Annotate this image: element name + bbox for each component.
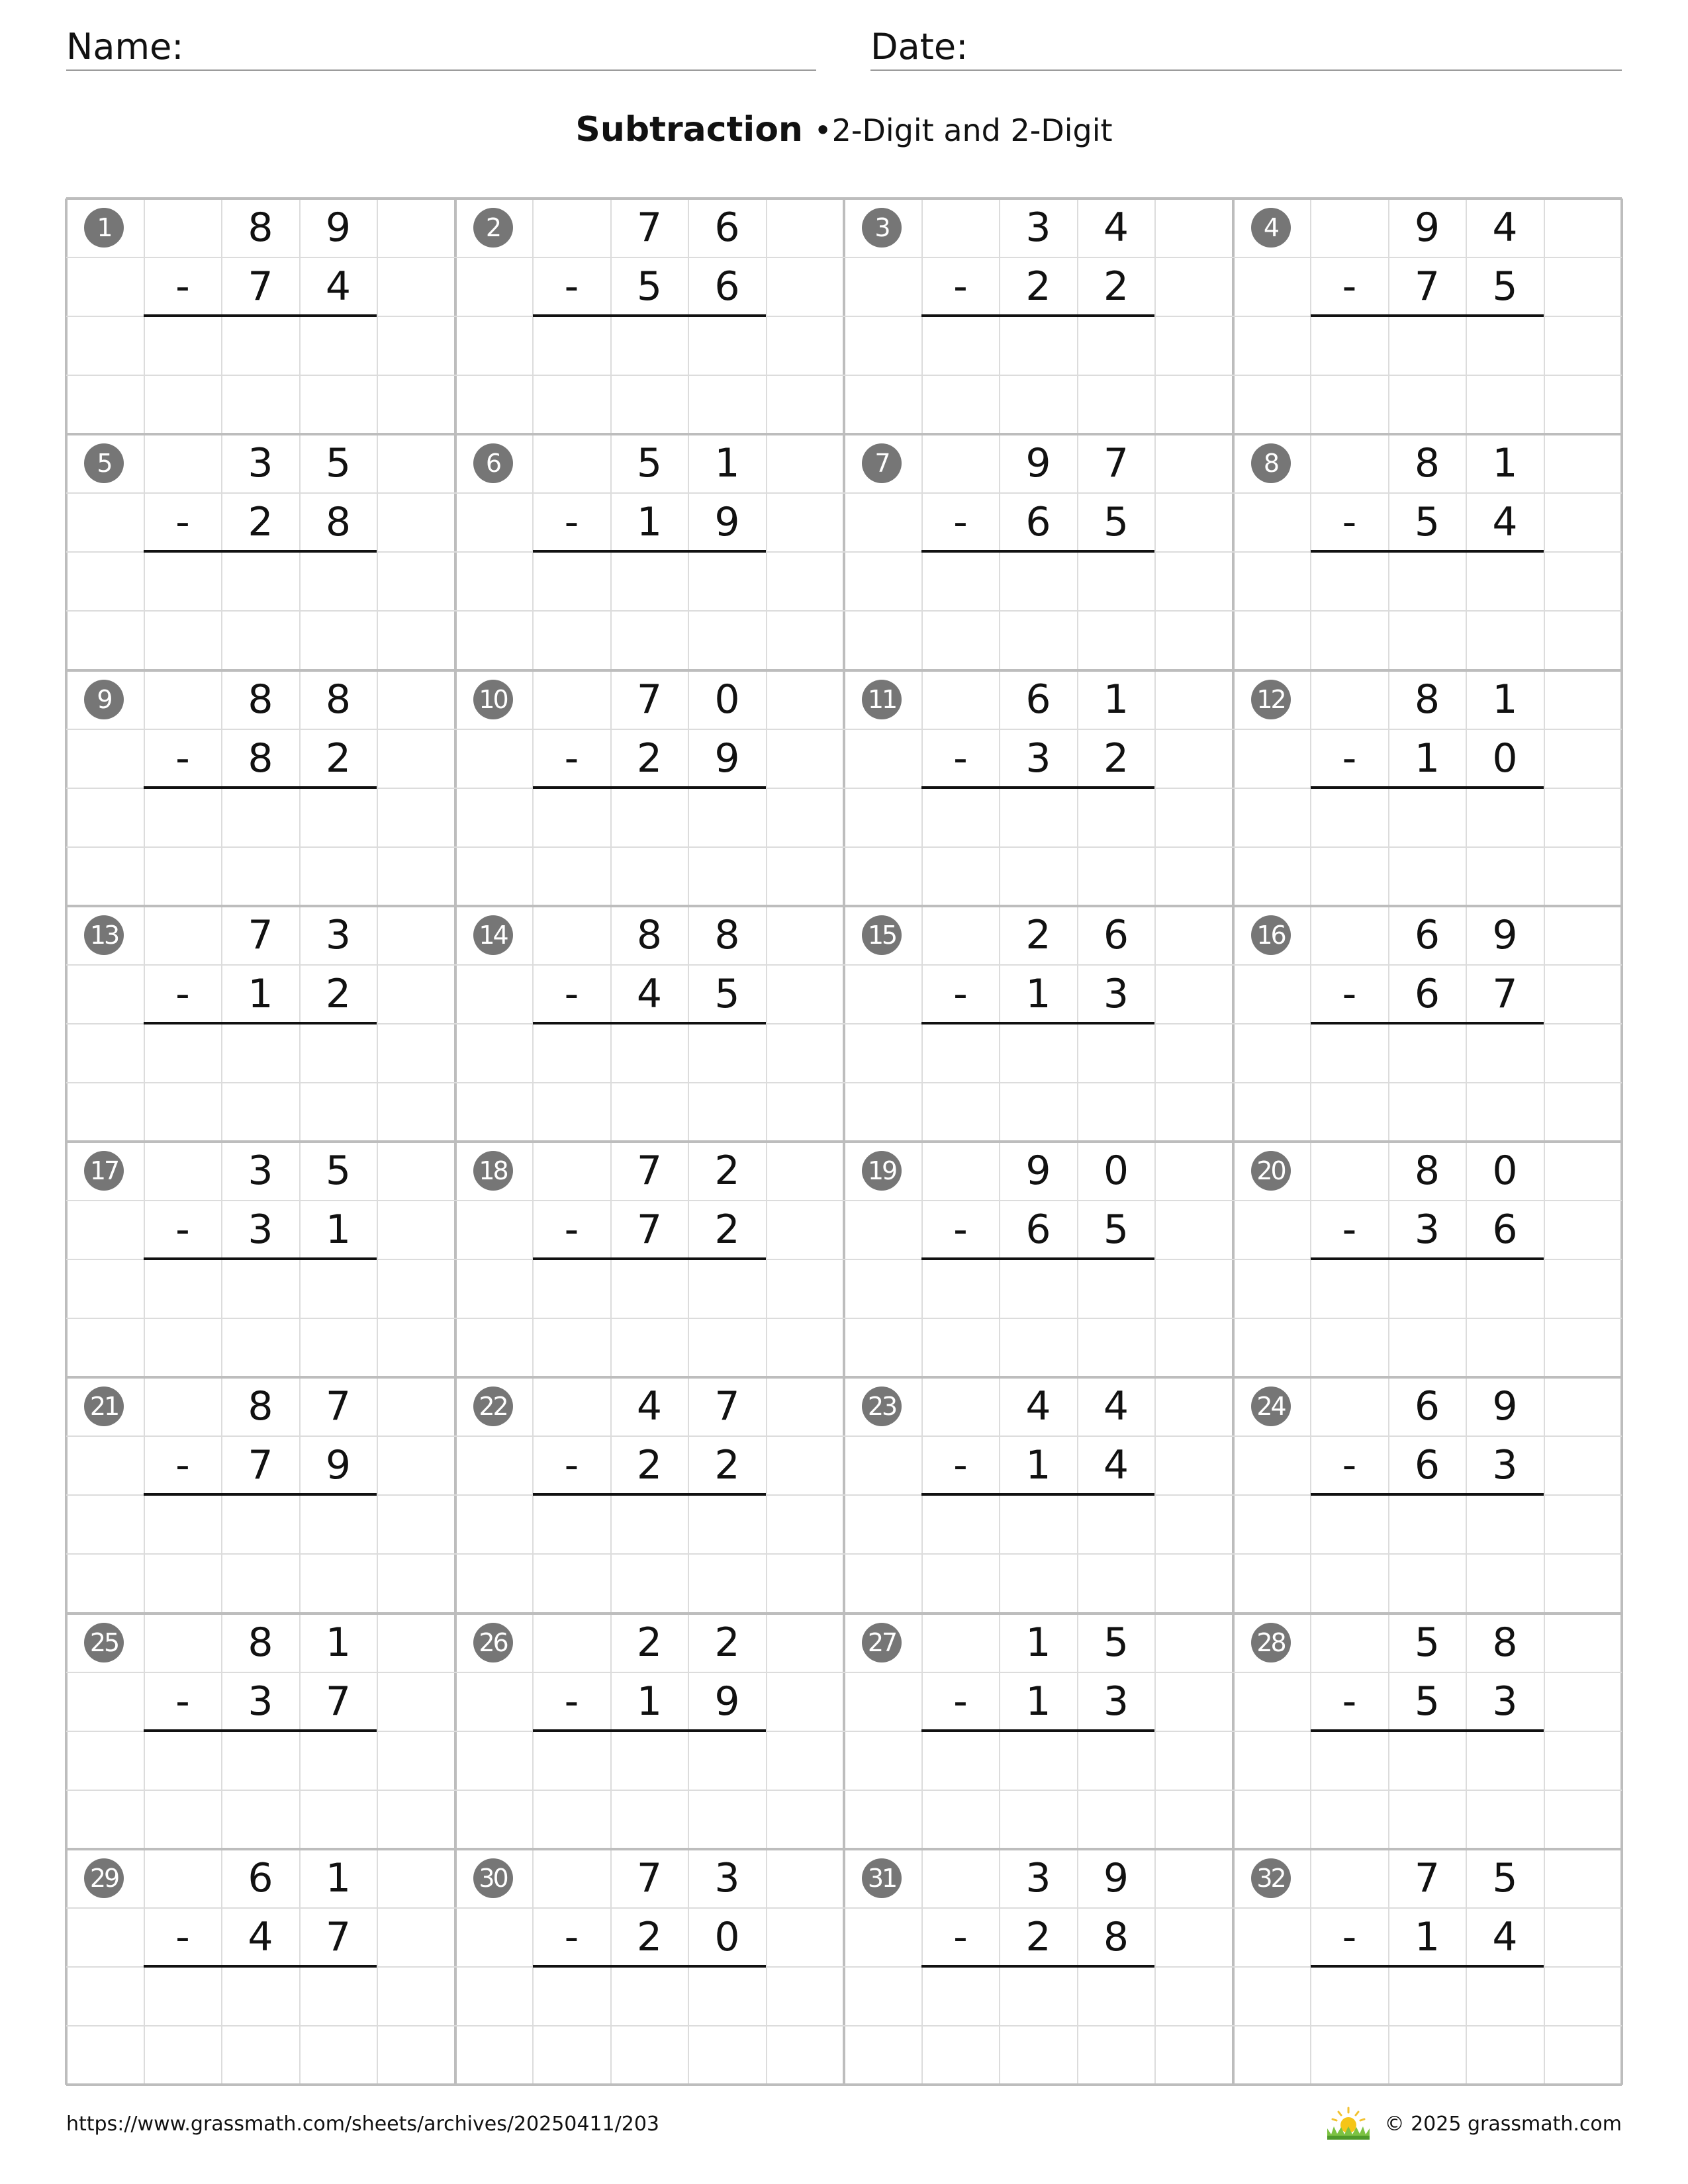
answer-line (533, 1257, 766, 1260)
answer-line (533, 1493, 766, 1496)
minus-sign: - (175, 970, 190, 1017)
minus-sign: - (953, 1913, 968, 1960)
subtrahend-ones-digit: 2 (1103, 263, 1129, 310)
minuend-tens-digit: 7 (636, 205, 663, 251)
subtrahend-tens-digit: 2 (636, 735, 663, 782)
minuend-tens-digit: 3 (248, 440, 273, 487)
minus-sign: - (175, 1678, 190, 1725)
minuend-ones-digit: 2 (714, 1148, 740, 1194)
subtrahend-ones-digit: 4 (1492, 499, 1518, 546)
answer-line (144, 1493, 377, 1496)
problem (455, 434, 844, 670)
minuend-ones-digit: 1 (325, 1619, 352, 1666)
problem-number-badge: 30 (473, 1858, 513, 1898)
problem-number-badge: 19 (862, 1151, 902, 1191)
minuend-ones-digit: 9 (325, 205, 352, 251)
minus-sign: - (564, 1206, 579, 1253)
problem (455, 199, 844, 434)
problem-grid (66, 199, 1622, 2085)
problem (455, 670, 844, 906)
problem-number-badge: 32 (1251, 1858, 1291, 1898)
problem-number-badge: 23 (862, 1387, 902, 1426)
problem-number-badge: 12 (1251, 680, 1291, 719)
minuend-tens-digit: 5 (1414, 1619, 1440, 1666)
subtrahend-ones-digit: 3 (1103, 970, 1129, 1017)
problem-number-badge: 18 (473, 1151, 513, 1191)
problem (455, 1377, 844, 1613)
problem (844, 1142, 1233, 1377)
answer-line (1311, 314, 1544, 317)
minus-sign: - (953, 499, 968, 546)
minuend-ones-digit: 3 (325, 911, 352, 958)
problem-number-badge: 3 (862, 208, 902, 248)
problem-number-badge: 6 (473, 443, 513, 483)
subtrahend-ones-digit: 9 (325, 1442, 352, 1489)
minuend-ones-digit: 3 (714, 1854, 740, 1901)
subtrahend-ones-digit: 3 (1492, 1442, 1518, 1489)
minuend-tens-digit: 9 (1414, 205, 1440, 251)
minus-sign: - (1342, 1913, 1357, 1960)
answer-line (144, 1965, 377, 1968)
problem-number-badge: 28 (1251, 1623, 1291, 1662)
problem (844, 1377, 1233, 1613)
subtrahend-ones-digit: 7 (325, 1678, 352, 1725)
problem-number-badge: 9 (84, 680, 124, 719)
answer-line (1311, 1022, 1544, 1024)
minuend-tens-digit: 6 (1414, 911, 1440, 958)
problem-number-badge: 7 (862, 443, 902, 483)
minus-sign: - (953, 735, 968, 782)
answer-line (921, 1022, 1154, 1024)
problem-number-badge: 14 (473, 915, 513, 955)
problem (66, 906, 455, 1142)
footer-copyright: © 2025 grassmath.com (1384, 2113, 1622, 2136)
minus-sign: - (1342, 499, 1357, 546)
subtrahend-ones-digit: 6 (1492, 1206, 1518, 1253)
problem-number-badge: 24 (1251, 1387, 1291, 1426)
subtrahend-tens-digit: 5 (1414, 1678, 1440, 1725)
problem (844, 906, 1233, 1142)
minuend-ones-digit: 6 (714, 205, 740, 251)
minuend-ones-digit: 5 (325, 440, 352, 487)
minus-sign: - (1342, 1442, 1357, 1489)
subtrahend-ones-digit: 5 (1492, 263, 1518, 310)
minuend-ones-digit: 9 (1492, 1383, 1518, 1430)
minus-sign: - (953, 970, 968, 1017)
minuend-ones-digit: 9 (1492, 911, 1518, 958)
answer-line (533, 1965, 766, 1968)
problem-number-badge: 22 (473, 1387, 513, 1426)
minuend-ones-digit: 1 (1492, 440, 1518, 487)
minuend-tens-digit: 6 (1025, 676, 1051, 723)
problem (844, 1849, 1233, 2085)
problem (1233, 906, 1622, 1142)
minuend-tens-digit: 8 (248, 676, 273, 723)
problem-number-badge: 1 (84, 208, 124, 248)
subtrahend-tens-digit: 3 (1025, 735, 1051, 782)
answer-line (1311, 786, 1544, 789)
minus-sign: - (175, 735, 190, 782)
minuend-tens-digit: 8 (248, 1383, 273, 1430)
minuend-tens-digit: 6 (1414, 1383, 1440, 1430)
subtrahend-tens-digit: 4 (636, 970, 663, 1017)
problem-number-badge: 25 (84, 1623, 124, 1662)
problem-number-badge: 11 (862, 680, 902, 719)
subtrahend-tens-digit: 6 (1025, 1206, 1051, 1253)
problem (844, 199, 1233, 434)
footer-url: https://www.grassmath.com/sheets/archives/20250411/203 (66, 2113, 660, 2136)
answer-line (144, 550, 377, 553)
answer-line (921, 314, 1154, 317)
minuend-ones-digit: 0 (1492, 1148, 1518, 1194)
subtrahend-ones-digit: 7 (1492, 970, 1518, 1017)
problem (66, 1142, 455, 1377)
problem (455, 1142, 844, 1377)
minuend-tens-digit: 3 (248, 1148, 273, 1194)
subtrahend-tens-digit: 2 (636, 1913, 663, 1960)
subtrahend-tens-digit: 3 (1414, 1206, 1440, 1253)
subtrahend-ones-digit: 9 (714, 499, 740, 546)
problem-number-badge: 21 (84, 1387, 124, 1426)
answer-line (921, 1257, 1154, 1260)
minus-sign: - (175, 1913, 190, 1960)
name-label: Name: (66, 26, 184, 68)
problem-number-badge: 5 (84, 443, 124, 483)
minuend-ones-digit: 1 (1103, 676, 1129, 723)
subtrahend-ones-digit: 3 (1103, 1678, 1129, 1725)
minuend-tens-digit: 7 (636, 676, 663, 723)
subtrahend-ones-digit: 2 (325, 735, 352, 782)
minuend-ones-digit: 6 (1103, 911, 1129, 958)
subtrahend-tens-digit: 3 (248, 1206, 273, 1253)
subtrahend-ones-digit: 5 (1103, 499, 1129, 546)
answer-line (1311, 1729, 1544, 1732)
problem (1233, 1849, 1622, 2085)
subtrahend-ones-digit: 8 (325, 499, 352, 546)
minuend-ones-digit: 1 (325, 1854, 352, 1901)
subtrahend-ones-digit: 5 (1103, 1206, 1129, 1253)
problem-number-badge: 17 (84, 1151, 124, 1191)
problem (455, 906, 844, 1142)
answer-line (921, 550, 1154, 553)
minuend-tens-digit: 4 (1025, 1383, 1051, 1430)
title-subtitle: 2-Digit and 2-Digit (831, 113, 1113, 148)
minus-sign: - (1342, 263, 1357, 310)
minus-sign: - (564, 1442, 579, 1489)
subtrahend-tens-digit: 7 (248, 1442, 273, 1489)
minuend-tens-digit: 7 (248, 911, 273, 958)
date-field[interactable] (870, 20, 1622, 71)
minus-sign: - (1342, 1678, 1357, 1725)
minus-sign: - (175, 263, 190, 310)
minuend-ones-digit: 8 (1492, 1619, 1518, 1666)
problem (1233, 1142, 1622, 1377)
subtrahend-tens-digit: 1 (248, 970, 273, 1017)
minuend-ones-digit: 7 (714, 1383, 740, 1430)
answer-line (1311, 550, 1544, 553)
subtrahend-ones-digit: 0 (1492, 735, 1518, 782)
minus-sign: - (1342, 735, 1357, 782)
minus-sign: - (953, 1442, 968, 1489)
answer-line (144, 786, 377, 789)
problem (1233, 670, 1622, 906)
answer-line (1311, 1257, 1544, 1260)
minuend-ones-digit: 7 (325, 1383, 352, 1430)
problem-number-badge: 16 (1251, 915, 1291, 955)
problem-number-badge: 13 (84, 915, 124, 955)
problem (844, 434, 1233, 670)
worksheet-title (0, 106, 1688, 154)
minuend-ones-digit: 7 (1103, 440, 1129, 487)
problem-number-badge: 4 (1251, 208, 1291, 248)
minuend-tens-digit: 8 (636, 911, 663, 958)
problem (66, 670, 455, 906)
subtrahend-ones-digit: 1 (325, 1206, 352, 1253)
answer-line (144, 314, 377, 317)
subtrahend-tens-digit: 7 (1414, 263, 1440, 310)
problem-number-badge: 26 (473, 1623, 513, 1662)
minuend-ones-digit: 5 (325, 1148, 352, 1194)
problem-number-badge: 31 (862, 1858, 902, 1898)
subtrahend-ones-digit: 7 (325, 1913, 352, 1960)
subtrahend-ones-digit: 4 (1492, 1913, 1518, 1960)
minuend-ones-digit: 8 (714, 911, 740, 958)
minuend-tens-digit: 8 (248, 205, 273, 251)
minuend-ones-digit: 4 (1103, 205, 1129, 251)
subtrahend-tens-digit: 4 (248, 1913, 273, 1960)
minuend-tens-digit: 7 (636, 1148, 663, 1194)
minuend-tens-digit: 4 (636, 1383, 663, 1430)
minuend-tens-digit: 5 (636, 440, 663, 487)
minus-sign: - (953, 263, 968, 310)
subtrahend-tens-digit: 3 (248, 1678, 273, 1725)
subtrahend-tens-digit: 6 (1025, 499, 1051, 546)
minus-sign: - (564, 499, 579, 546)
subtrahend-tens-digit: 6 (1414, 1442, 1440, 1489)
minuend-tens-digit: 6 (248, 1854, 273, 1901)
answer-line (921, 786, 1154, 789)
subtrahend-tens-digit: 8 (248, 735, 273, 782)
minus-sign: - (953, 1206, 968, 1253)
subtrahend-tens-digit: 7 (636, 1206, 663, 1253)
date-label: Date: (870, 26, 968, 68)
minuend-tens-digit: 2 (636, 1619, 663, 1666)
problem (66, 1849, 455, 2085)
minus-sign: - (175, 1442, 190, 1489)
answer-line (144, 1729, 377, 1732)
subtrahend-ones-digit: 5 (714, 970, 740, 1017)
minuend-ones-digit: 4 (1103, 1383, 1129, 1430)
minuend-ones-digit: 9 (1103, 1854, 1129, 1901)
minus-sign: - (564, 735, 579, 782)
minus-sign: - (175, 1206, 190, 1253)
subtrahend-tens-digit: 1 (1025, 970, 1051, 1017)
subtrahend-ones-digit: 6 (714, 263, 740, 310)
problem (1233, 199, 1622, 434)
minus-sign: - (564, 1913, 579, 1960)
problem (66, 434, 455, 670)
problem (1233, 434, 1622, 670)
subtrahend-tens-digit: 1 (1025, 1442, 1051, 1489)
minus-sign: - (1342, 1206, 1357, 1253)
subtrahend-ones-digit: 9 (714, 1678, 740, 1725)
answer-line (1311, 1965, 1544, 1968)
subtrahend-tens-digit: 1 (636, 499, 663, 546)
subtrahend-tens-digit: 2 (248, 499, 273, 546)
problem-number-badge: 2 (473, 208, 513, 248)
title-main: Subtraction (575, 110, 803, 150)
minuend-tens-digit: 7 (1414, 1854, 1440, 1901)
problem-number-badge: 10 (473, 680, 513, 719)
answer-line (144, 1257, 377, 1260)
minuend-tens-digit: 3 (1025, 1854, 1051, 1901)
problem-number-badge: 27 (862, 1623, 902, 1662)
name-field[interactable] (66, 20, 816, 71)
minuend-ones-digit: 5 (1492, 1854, 1518, 1901)
answer-line (921, 1965, 1154, 1968)
problem-number-badge: 8 (1251, 443, 1291, 483)
problem (455, 1614, 844, 1849)
subtrahend-ones-digit: 2 (714, 1442, 740, 1489)
minus-sign: - (953, 1678, 968, 1725)
minuend-ones-digit: 4 (1492, 205, 1518, 251)
problem (455, 1849, 844, 2085)
answer-line (533, 1729, 766, 1732)
subtrahend-ones-digit: 3 (1492, 1678, 1518, 1725)
subtrahend-ones-digit: 2 (1103, 735, 1129, 782)
answer-line (533, 786, 766, 789)
subtrahend-ones-digit: 8 (1103, 1913, 1129, 1960)
answer-line (1311, 1493, 1544, 1496)
subtrahend-ones-digit: 0 (714, 1913, 740, 1960)
answer-line (921, 1729, 1154, 1732)
minuend-tens-digit: 8 (1414, 1148, 1440, 1194)
problem (66, 1614, 455, 1849)
subtrahend-ones-digit: 2 (714, 1206, 740, 1253)
minuend-ones-digit: 8 (325, 676, 352, 723)
minuend-tens-digit: 8 (248, 1619, 273, 1666)
subtrahend-ones-digit: 4 (1103, 1442, 1129, 1489)
problem (1233, 1377, 1622, 1613)
minus-sign: - (1342, 970, 1357, 1017)
minuend-tens-digit: 2 (1025, 911, 1051, 958)
minus-sign: - (564, 263, 579, 310)
problem (844, 670, 1233, 906)
minus-sign: - (564, 1678, 579, 1725)
answer-line (921, 1493, 1154, 1496)
grass-sun-logo-icon (1326, 2107, 1371, 2141)
minuend-ones-digit: 1 (1492, 676, 1518, 723)
subtrahend-tens-digit: 5 (636, 263, 663, 310)
minuend-tens-digit: 1 (1025, 1619, 1051, 1666)
subtrahend-tens-digit: 1 (1025, 1678, 1051, 1725)
subtrahend-tens-digit: 2 (636, 1442, 663, 1489)
minuend-ones-digit: 0 (1103, 1148, 1129, 1194)
minuend-ones-digit: 2 (714, 1619, 740, 1666)
minuend-tens-digit: 8 (1414, 676, 1440, 723)
minuend-tens-digit: 8 (1414, 440, 1440, 487)
subtrahend-tens-digit: 1 (636, 1678, 663, 1725)
answer-line (533, 1022, 766, 1024)
subtrahend-tens-digit: 7 (248, 263, 273, 310)
problem-number-badge: 15 (862, 915, 902, 955)
minuend-tens-digit: 3 (1025, 205, 1051, 251)
problem (844, 1614, 1233, 1849)
subtrahend-tens-digit: 2 (1025, 1913, 1051, 1960)
minuend-tens-digit: 9 (1025, 440, 1051, 487)
subtrahend-tens-digit: 1 (1414, 1913, 1440, 1960)
subtrahend-ones-digit: 9 (714, 735, 740, 782)
problem-number-badge: 29 (84, 1858, 124, 1898)
subtrahend-tens-digit: 2 (1025, 263, 1051, 310)
subtrahend-tens-digit: 5 (1414, 499, 1440, 546)
minuend-ones-digit: 5 (1103, 1619, 1129, 1666)
minus-sign: - (564, 970, 579, 1017)
problem (66, 1377, 455, 1613)
minuend-ones-digit: 1 (714, 440, 740, 487)
answer-line (144, 1022, 377, 1024)
title-separator: • (814, 113, 832, 148)
answer-line (533, 550, 766, 553)
minus-sign: - (175, 499, 190, 546)
minuend-ones-digit: 0 (714, 676, 740, 723)
minuend-tens-digit: 9 (1025, 1148, 1051, 1194)
subtrahend-ones-digit: 2 (325, 970, 352, 1017)
subtrahend-tens-digit: 6 (1414, 970, 1440, 1017)
problem-number-badge: 20 (1251, 1151, 1291, 1191)
problem (66, 199, 455, 434)
answer-line (533, 314, 766, 317)
problem (1233, 1614, 1622, 1849)
minuend-tens-digit: 7 (636, 1854, 663, 1901)
subtrahend-tens-digit: 1 (1414, 735, 1440, 782)
subtrahend-ones-digit: 4 (325, 263, 352, 310)
